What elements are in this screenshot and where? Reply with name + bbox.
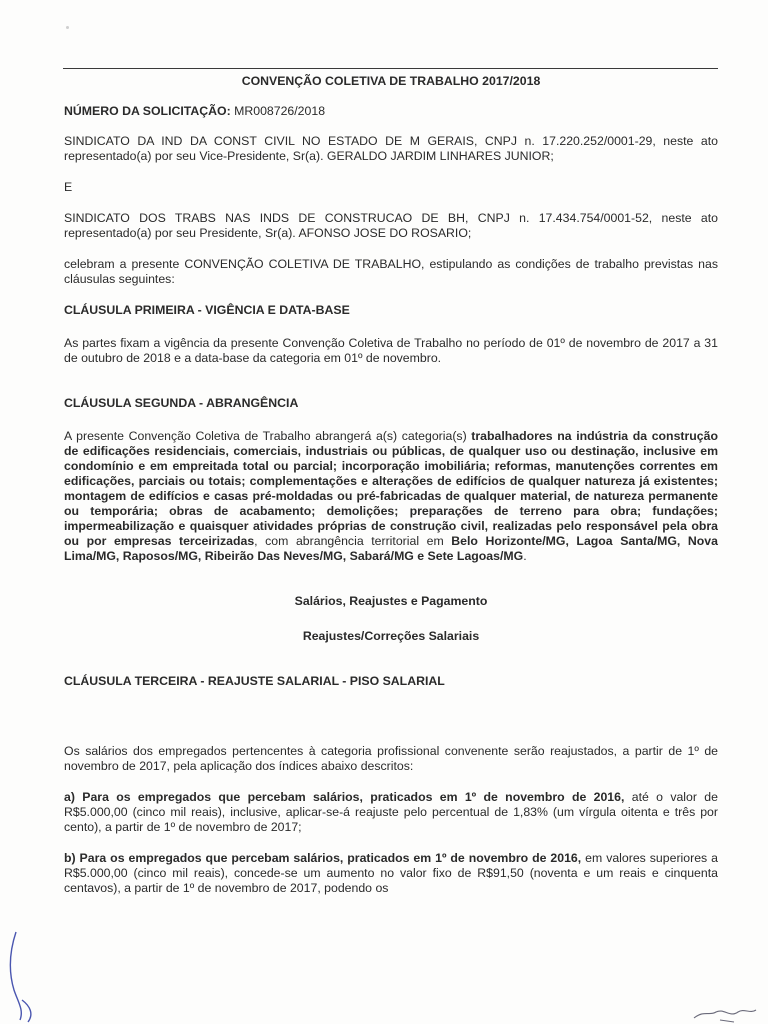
clause2-end: . xyxy=(523,549,527,563)
clause1-title: CLÁUSULA PRIMEIRA - VIGÊNCIA E DATA-BASE xyxy=(64,303,350,317)
clause2-categories: trabalhadores na indústria da construção de edificações residenciais, comerciais, industriais ou públicas, de qualquer uso ou destinação, inclusive em condomínio e em empreitada total ou parcial; incorporação imobiliária; reformas, manutenções correntes em edificações, parciais ou totais; complementações e alterações de edifícios de qualquer natureza já existentes; montagem de edifícios e casas pré-moldadas ou pré-fabricadas de qualquer material, de natureza permanente ou temporária; obras de acabamento; demolições; preparações de terreno para obra; fundações; impermeabilização e quaisquer atividades próprias de construção civil, realizadas pelo responsável pela obra ou por empresas terceirizadas xyxy=(64,429,718,548)
clause3-item-a xyxy=(64,790,718,835)
item-a-text: até o valor de R$5.000,00 (cinco mil reais), inclusive, aplicar-se-á reajuste pelo percentual de 1,83% (um vírgula oitenta e três por cento), a partir de 1º de novembro de 2017; xyxy=(64,790,718,834)
request-line xyxy=(64,104,718,119)
clause2-text xyxy=(64,429,718,564)
document-title: CONVENÇÃO COLETIVA DE TRABALHO 2017/2018 xyxy=(241,74,541,88)
clause2-intro: A presente Convenção Coletiva de Trabalho abrangerá a(s) categoria(s) xyxy=(64,429,472,443)
handwritten-signature-mark xyxy=(690,1000,760,1024)
item-b-lead: b) Para os empregados que percebam salários, praticados em 1º de novembro de 2016, xyxy=(64,851,582,865)
item-b-text: em valores superiores a R$5.000,00 (cinco mil reais), concede-se um aumento no valor fixo de R$91,50 (noventa e um reais e cinquenta centavos), a partir de 1º de novembro de 2017, podendo os xyxy=(64,851,718,895)
conjunction: E xyxy=(64,180,73,194)
party-employer: SINDICATO DA IND DA CONST CIVIL NO ESTADO DE M GERAIS, CNPJ n. 17.220.252/0001-29, neste ato representado(a) por seu Vice-Presidente, Sr(a). GERALDO JARDIM LINHARES JUNIOR; xyxy=(64,134,718,163)
clause1-text: As partes fixam a vigência da presente Convenção Coletiva de Trabalho no período de 01º de novembro de 2017 a 31 de outubro de 2018 e a data-base da categoria em 01º de novembro. xyxy=(64,336,718,365)
clause2-title: CLÁUSULA SEGUNDA - ABRANGÊNCIA xyxy=(64,396,299,410)
item-a-lead: a) Para os empregados que percebam salários, praticados em 1º de novembro de 2016, xyxy=(64,790,625,804)
request-number: MR008726/2018 xyxy=(234,104,326,118)
clause2-mid: , com abrangência territorial em xyxy=(254,534,452,548)
preamble: celebram a presente CONVENÇÃO COLETIVA DE TRABALHO, estipulando as condições de trabalho previstas nas cláusulas seguintes: xyxy=(64,257,718,286)
clause3-title: CLÁUSULA TERCEIRA - REAJUSTE SALARIAL - PISO SALARIAL xyxy=(64,674,445,688)
scan-speck xyxy=(66,26,69,29)
handwritten-initial-mark xyxy=(0,930,40,1024)
clause3-item-b xyxy=(64,851,718,896)
header-rule xyxy=(63,68,718,69)
clause3-text: Os salários dos empregados pertencentes à categoria profissional convenente serão reajustados, a partir de 1º de novembro de 2017, pela aplicação dos índices abaixo descritos: xyxy=(64,744,718,773)
clause2-territory: Belo Horizonte/MG, Lagoa Santa/MG, Nova Lima/MG, Raposos/MG, Ribeirão Das Neves/MG, Sabará/MG e Sete Lagoas/MG xyxy=(64,534,718,563)
subgroup-heading: Reajustes/Correções Salariais xyxy=(302,629,480,643)
party-workers: SINDICATO DOS TRABS NAS INDS DE CONSTRUCAO DE BH, CNPJ n. 17.434.754/0001-52, neste ato representado(a) por seu Presidente, Sr(a). AFONSO JOSE DO ROSARIO; xyxy=(64,211,718,240)
group-heading: Salários, Reajustes e Pagamento xyxy=(294,594,488,608)
document-body xyxy=(64,74,718,896)
request-label: NÚMERO DA SOLICITAÇÃO: xyxy=(64,104,231,118)
